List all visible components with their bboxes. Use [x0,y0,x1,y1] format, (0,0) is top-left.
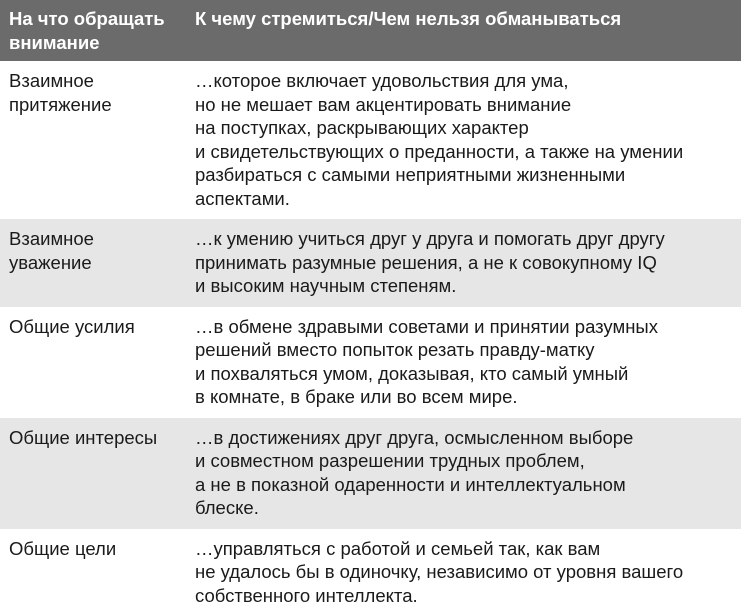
row-text-line: аспектами. [195,187,741,211]
row-text [187,529,741,616]
table-row [0,418,741,529]
header-attention-line: На что обращать [9,7,187,31]
row-text-line: блеске. [195,496,741,520]
table-row [0,307,741,418]
row-text-line: и похваляться умом, доказывая, кто самый умный [195,362,741,386]
row-text [187,307,741,418]
header-aim [187,0,741,61]
header-attention-line: внимание [9,31,187,55]
row-label [0,219,187,307]
row-label [0,61,187,219]
row-label [0,307,187,418]
row-text-line: не удалось бы в одиночку, независимо от уровня вашего [195,560,741,584]
row-label-line: Взаимное [9,69,187,93]
row-text-line: а не в показной одаренности и интеллектуальном [195,473,741,497]
table-row [0,61,741,219]
row-text-line: и совместном разрешении трудных проблем, [195,449,741,473]
row-text-line: и свидетельствующих о преданности, а также на умении [195,140,741,164]
row-text-line: на поступках, раскрывающих характер [195,116,741,140]
header-attention [0,0,187,61]
table-row [0,219,741,307]
row-label-line: уважение [9,251,187,275]
row-label-line: Взаимное [9,227,187,251]
table-header-row [0,0,741,61]
row-text [187,61,741,219]
row-text-line: …в достижениях друг друга, осмысленном выборе [195,426,741,450]
header-aim-line: К чему стремиться/Чем нельзя обманываться [195,7,741,31]
row-text-line: но не мешает вам акцентировать внимание [195,93,741,117]
row-label [0,418,187,529]
row-label [0,529,187,616]
row-text-line: …в обмене здравыми советами и принятии разумных [195,315,741,339]
row-text-line: …которое включает удовольствия для ума, [195,69,741,93]
row-label-line: Общие интересы [9,426,187,450]
row-text [187,219,741,307]
row-text-line: собственного интеллекта. [195,584,741,608]
row-label-line: Общие цели [9,537,187,561]
table-row [0,529,741,616]
row-text [187,418,741,529]
row-text-line: решений вместо попыток резать правду-матку [195,338,741,362]
row-text-line: …к умению учиться друг у друга и помогать друг другу [195,227,741,251]
row-text-line: в комнате, в браке или во всем мире. [195,385,741,409]
row-label-line: Общие усилия [9,315,187,339]
row-label-line: притяжение [9,93,187,117]
row-text-line: разбираться с самыми неприятными жизненными [195,163,741,187]
row-text-line: принимать разумные решения, а не к совокупному IQ [195,251,741,275]
row-text-line: …управляться с работой и семьей так, как вам [195,537,741,561]
row-text-line: и высоким научным степеням. [195,274,741,298]
